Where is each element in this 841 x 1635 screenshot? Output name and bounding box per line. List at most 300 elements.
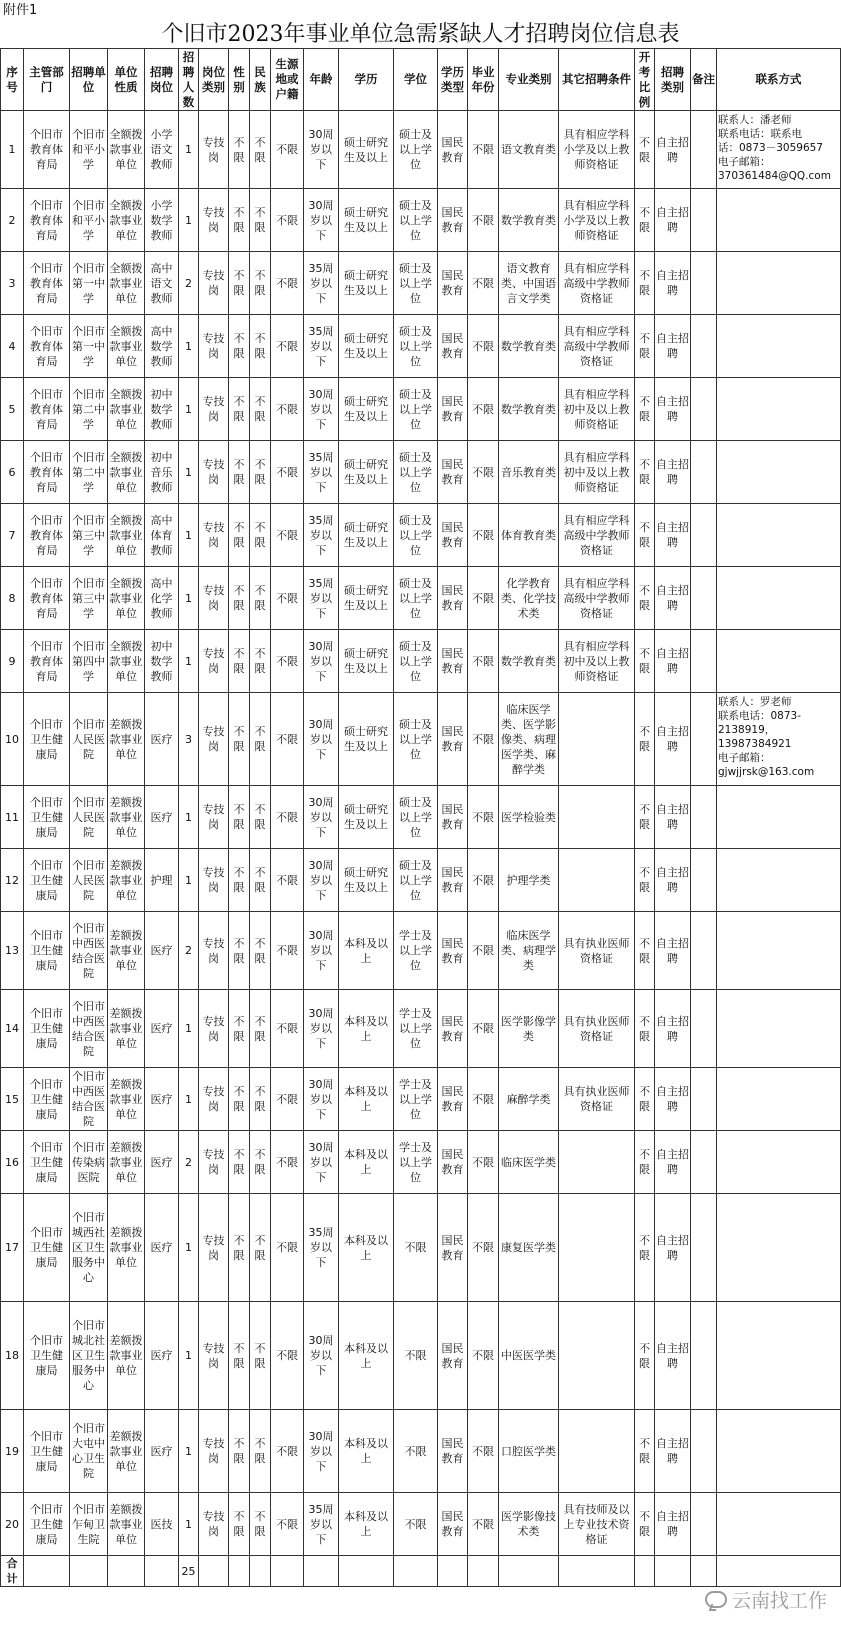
cell-dept: 个旧市教育体育局 — [24, 252, 70, 315]
cell-unit-type: 差额拨款事业单位 — [108, 786, 145, 849]
cell-remarks — [691, 849, 717, 912]
cell-other-conditions: 具有相应学科高级中学教师资格证 — [559, 504, 635, 567]
cell-degree: 硕士及以上学位 — [394, 189, 438, 252]
table-row — [1, 111, 841, 189]
cell-origin: 不限 — [271, 315, 304, 378]
annex-label: 附件1 — [3, 3, 38, 18]
cell-other-conditions: 具有相应学科小学及以上教师资格证 — [559, 111, 635, 189]
cell-degree: 硕士及以上学位 — [394, 693, 438, 786]
cell-education: 硕士研究生及以上 — [339, 252, 394, 315]
header-row — [1, 49, 841, 111]
cell-unit-type: 全额拨款事业单位 — [108, 111, 145, 189]
cell-recruit-type: 自主招聘 — [655, 1410, 691, 1493]
cell-empty — [655, 1556, 691, 1587]
cell-origin: 不限 — [271, 1410, 304, 1493]
cell-origin: 不限 — [271, 252, 304, 315]
cell-ethnicity: 不限 — [250, 990, 271, 1068]
cell-degree: 硕士及以上学位 — [394, 252, 438, 315]
header-education-type: 学历类型 — [438, 49, 468, 111]
cell-ethnicity: 不限 — [250, 1131, 271, 1194]
cell-position: 小学语文教师 — [145, 111, 179, 189]
cell-unit: 个旧市城西社区卫生服务中心 — [70, 1194, 108, 1302]
cell-unit-type: 差额拨款事业单位 — [108, 1194, 145, 1302]
cell-major: 数学教育类 — [499, 315, 559, 378]
cell-degree: 硕士及以上学位 — [394, 378, 438, 441]
table-row — [1, 441, 841, 504]
cell-major: 康复医学类 — [499, 1194, 559, 1302]
cell-degree: 不限 — [394, 1493, 438, 1556]
cell-other-conditions: 具有相应学科初中及以上教师资格证 — [559, 378, 635, 441]
cell-position: 医疗 — [145, 1068, 179, 1131]
cell-major: 临床医学类、病理学类 — [499, 912, 559, 990]
cell-unit: 个旧市第一中学 — [70, 315, 108, 378]
cell-ethnicity: 不限 — [250, 504, 271, 567]
cell-position: 医疗 — [145, 786, 179, 849]
cell-unit-type: 差额拨款事业单位 — [108, 1493, 145, 1556]
cell-age: 30周岁以下 — [304, 630, 339, 693]
header-ethnicity: 民族 — [250, 49, 271, 111]
cell-contact — [717, 504, 841, 567]
cell-other-conditions: 具有相应学科高级中学教师资格证 — [559, 315, 635, 378]
cell-other-conditions: 具有相应学科小学及以上教师资格证 — [559, 189, 635, 252]
cell-count: 1 — [179, 504, 199, 567]
cell-dept: 个旧市教育体育局 — [24, 315, 70, 378]
cell-education: 本科及以上 — [339, 1302, 394, 1410]
cell-post-category: 专技岗 — [199, 1131, 229, 1194]
cell-gender: 不限 — [229, 786, 250, 849]
cell-contact — [717, 990, 841, 1068]
cell-unit: 个旧市第四中学 — [70, 630, 108, 693]
cell-education: 硕士研究生及以上 — [339, 378, 394, 441]
cell-remarks — [691, 786, 717, 849]
header-seq: 序号 — [1, 49, 24, 111]
cell-unit-type: 差额拨款事业单位 — [108, 1131, 145, 1194]
cell-degree: 学士及以上学位 — [394, 990, 438, 1068]
cell-degree: 硕士及以上学位 — [394, 630, 438, 693]
cell-graduation-year: 不限 — [468, 912, 499, 990]
cell-count: 1 — [179, 786, 199, 849]
cell-major: 医学影像技术类 — [499, 1493, 559, 1556]
cell-age: 30周岁以下 — [304, 189, 339, 252]
cell-unit-type: 差额拨款事业单位 — [108, 693, 145, 786]
cell-graduation-year: 不限 — [468, 441, 499, 504]
cell-count: 1 — [179, 849, 199, 912]
cell-seq: 6 — [1, 441, 24, 504]
cell-contact — [717, 1194, 841, 1302]
cell-seq: 5 — [1, 378, 24, 441]
contact-line: 电子邮箱： — [718, 156, 771, 168]
cell-ethnicity: 不限 — [250, 1068, 271, 1131]
cell-education: 本科及以上 — [339, 990, 394, 1068]
cell-origin: 不限 — [271, 189, 304, 252]
cell-contact — [717, 693, 841, 786]
cell-ethnicity: 不限 — [250, 786, 271, 849]
cell-empty — [271, 1556, 304, 1587]
cell-remarks — [691, 441, 717, 504]
cell-remarks — [691, 567, 717, 630]
cell-seq: 2 — [1, 189, 24, 252]
cell-empty — [559, 1556, 635, 1587]
cell-graduation-year: 不限 — [468, 252, 499, 315]
cell-education: 硕士研究生及以上 — [339, 786, 394, 849]
table-row — [1, 315, 841, 378]
page-title: 个旧市2023年事业单位急需紧缺人才招聘岗位信息表 — [161, 22, 680, 47]
cell-origin: 不限 — [271, 786, 304, 849]
cell-position: 高中语文教师 — [145, 252, 179, 315]
table-row — [1, 630, 841, 693]
chat-bubble-icon — [705, 1591, 727, 1608]
cell-gender: 不限 — [229, 1068, 250, 1131]
cell-unit-type: 全额拨款事业单位 — [108, 441, 145, 504]
cell-graduation-year: 不限 — [468, 567, 499, 630]
cell-degree: 硕士及以上学位 — [394, 315, 438, 378]
cell-ethnicity: 不限 — [250, 315, 271, 378]
cell-education-type: 国民教育 — [438, 1068, 468, 1131]
cell-recruit-type: 自主招聘 — [655, 1068, 691, 1131]
cell-gender: 不限 — [229, 567, 250, 630]
cell-unit: 个旧市中西医结合医院 — [70, 990, 108, 1068]
header-recruit-type: 招聘类别 — [655, 49, 691, 111]
cell-major: 口腔医学类 — [499, 1410, 559, 1493]
cell-position: 医疗 — [145, 1131, 179, 1194]
cell-other-conditions — [559, 1302, 635, 1410]
cell-post-category: 专技岗 — [199, 786, 229, 849]
cell-post-category: 专技岗 — [199, 1493, 229, 1556]
cell-age: 35周岁以下 — [304, 567, 339, 630]
cell-degree: 硕士及以上学位 — [394, 567, 438, 630]
cell-other-conditions — [559, 1194, 635, 1302]
cell-major: 中医医学类 — [499, 1302, 559, 1410]
cell-education: 硕士研究生及以上 — [339, 630, 394, 693]
cell-seq: 8 — [1, 567, 24, 630]
cell-gender: 不限 — [229, 252, 250, 315]
cell-origin: 不限 — [271, 1194, 304, 1302]
cell-age: 35周岁以下 — [304, 252, 339, 315]
cell-unit-type: 差额拨款事业单位 — [108, 912, 145, 990]
cell-origin: 不限 — [271, 111, 304, 189]
contact-line: 2138919， — [718, 724, 776, 736]
cell-gender: 不限 — [229, 693, 250, 786]
cell-graduation-year: 不限 — [468, 315, 499, 378]
contact-line: 联系电话：0873- — [718, 710, 802, 722]
cell-post-category: 专技岗 — [199, 504, 229, 567]
cell-unit: 个旧市大屯中心卫生院 — [70, 1410, 108, 1493]
cell-origin: 不限 — [271, 504, 304, 567]
cell-unit: 个旧市人民医院 — [70, 786, 108, 849]
cell-position: 初中数学教师 — [145, 630, 179, 693]
table-row — [1, 1302, 841, 1410]
cell-unit: 个旧市中西医结合医院 — [70, 912, 108, 990]
cell-count: 2 — [179, 912, 199, 990]
cell-exam-ratio: 不限 — [635, 1131, 655, 1194]
cell-education: 本科及以上 — [339, 1068, 394, 1131]
cell-seq: 11 — [1, 786, 24, 849]
cell-education: 硕士研究生及以上 — [339, 693, 394, 786]
cell-ethnicity: 不限 — [250, 441, 271, 504]
cell-post-category: 专技岗 — [199, 441, 229, 504]
cell-count: 3 — [179, 693, 199, 786]
total-row — [1, 1556, 841, 1587]
table-row — [1, 252, 841, 315]
header-other-conditions: 其它招聘条件 — [559, 49, 635, 111]
cell-education-type: 国民教育 — [438, 630, 468, 693]
cell-other-conditions: 具有执业医师资格证 — [559, 1068, 635, 1131]
cell-unit: 个旧市城北社区卫生服务中心 — [70, 1302, 108, 1410]
cell-other-conditions: 具有执业医师资格证 — [559, 990, 635, 1068]
cell-degree: 硕士及以上学位 — [394, 504, 438, 567]
cell-recruit-type: 自主招聘 — [655, 1302, 691, 1410]
cell-seq: 14 — [1, 990, 24, 1068]
cell-graduation-year: 不限 — [468, 1068, 499, 1131]
cell-education: 本科及以上 — [339, 1493, 394, 1556]
cell-major: 化学教育类、化学技术类 — [499, 567, 559, 630]
cell-dept: 个旧市教育体育局 — [24, 111, 70, 189]
cell-graduation-year: 不限 — [468, 504, 499, 567]
cell-seq: 1 — [1, 111, 24, 189]
cell-dept: 个旧市教育体育局 — [24, 441, 70, 504]
cell-exam-ratio: 不限 — [635, 189, 655, 252]
cell-post-category: 专技岗 — [199, 630, 229, 693]
cell-origin: 不限 — [271, 912, 304, 990]
cell-education: 硕士研究生及以上 — [339, 111, 394, 189]
cell-ethnicity: 不限 — [250, 1410, 271, 1493]
cell-post-category: 专技岗 — [199, 990, 229, 1068]
cell-position: 初中数学教师 — [145, 378, 179, 441]
cell-ethnicity: 不限 — [250, 630, 271, 693]
cell-empty — [229, 1556, 250, 1587]
header-dept: 主管部门 — [24, 49, 70, 111]
cell-degree: 硕士及以上学位 — [394, 441, 438, 504]
cell-gender: 不限 — [229, 504, 250, 567]
cell-unit: 个旧市第二中学 — [70, 378, 108, 441]
cell-recruit-type: 自主招聘 — [655, 1131, 691, 1194]
cell-remarks — [691, 1410, 717, 1493]
cell-ethnicity: 不限 — [250, 1302, 271, 1410]
cell-major: 临床医学类 — [499, 1131, 559, 1194]
cell-origin: 不限 — [271, 1302, 304, 1410]
cell-seq: 3 — [1, 252, 24, 315]
cell-dept: 个旧市卫生健康局 — [24, 786, 70, 849]
cell-recruit-type: 自主招聘 — [655, 1194, 691, 1302]
cell-ethnicity: 不限 — [250, 252, 271, 315]
cell-count: 1 — [179, 315, 199, 378]
cell-other-conditions: 具有相应学科初中及以上教师资格证 — [559, 630, 635, 693]
cell-age: 30周岁以下 — [304, 1068, 339, 1131]
cell-empty — [145, 1556, 179, 1587]
cell-origin: 不限 — [271, 441, 304, 504]
cell-seq: 16 — [1, 1131, 24, 1194]
cell-origin: 不限 — [271, 630, 304, 693]
cell-ethnicity: 不限 — [250, 111, 271, 189]
cell-degree: 硕士及以上学位 — [394, 111, 438, 189]
cell-seq: 18 — [1, 1302, 24, 1410]
cell-contact — [717, 315, 841, 378]
cell-other-conditions: 具有相应学科高级中学教师资格证 — [559, 252, 635, 315]
cell-unit-type: 全额拨款事业单位 — [108, 630, 145, 693]
cell-education-type: 国民教育 — [438, 111, 468, 189]
cell-dept: 个旧市卫生健康局 — [24, 1068, 70, 1131]
cell-empty — [304, 1556, 339, 1587]
cell-position: 高中化学教师 — [145, 567, 179, 630]
cell-age: 35周岁以下 — [304, 441, 339, 504]
cell-major: 语文教育类、中国语言文学类 — [499, 252, 559, 315]
cell-seq: 19 — [1, 1410, 24, 1493]
cell-contact — [717, 849, 841, 912]
cell-major: 临床医学类、医学影像类、病理医学类、麻醉学类 — [499, 693, 559, 786]
cell-age: 35周岁以下 — [304, 315, 339, 378]
cell-degree: 学士及以上学位 — [394, 1131, 438, 1194]
cell-position: 医疗 — [145, 1410, 179, 1493]
cell-unit: 个旧市第一中学 — [70, 252, 108, 315]
cell-degree: 硕士及以上学位 — [394, 849, 438, 912]
cell-remarks — [691, 990, 717, 1068]
table-row — [1, 786, 841, 849]
cell-recruit-type: 自主招聘 — [655, 315, 691, 378]
cell-education-type: 国民教育 — [438, 441, 468, 504]
cell-remarks — [691, 1068, 717, 1131]
cell-education-type: 国民教育 — [438, 378, 468, 441]
cell-graduation-year: 不限 — [468, 1194, 499, 1302]
cell-age: 30周岁以下 — [304, 111, 339, 189]
cell-empty — [339, 1556, 394, 1587]
cell-ethnicity: 不限 — [250, 912, 271, 990]
cell-exam-ratio: 不限 — [635, 1302, 655, 1410]
contact-line: 13987384921 — [718, 738, 792, 750]
cell-education: 硕士研究生及以上 — [339, 567, 394, 630]
cell-age: 35周岁以下 — [304, 1194, 339, 1302]
cell-remarks — [691, 504, 717, 567]
cell-count: 1 — [179, 1410, 199, 1493]
cell-empty — [199, 1556, 229, 1587]
cell-contact — [717, 189, 841, 252]
cell-age: 30周岁以下 — [304, 912, 339, 990]
cell-education-type: 国民教育 — [438, 693, 468, 786]
contact-line: 联系人：罗老师 — [718, 696, 792, 708]
contact-line: 电子邮箱： — [718, 752, 771, 764]
cell-post-category: 专技岗 — [199, 567, 229, 630]
cell-origin: 不限 — [271, 849, 304, 912]
cell-count: 1 — [179, 378, 199, 441]
total-label: 合计 — [1, 1556, 24, 1587]
cell-post-category: 专技岗 — [199, 189, 229, 252]
cell-gender: 不限 — [229, 912, 250, 990]
cell-recruit-type: 自主招聘 — [655, 912, 691, 990]
cell-empty — [635, 1556, 655, 1587]
cell-remarks — [691, 912, 717, 990]
cell-count: 2 — [179, 1131, 199, 1194]
cell-exam-ratio: 不限 — [635, 1410, 655, 1493]
cell-other-conditions: 具有相应学科初中及以上教师资格证 — [559, 441, 635, 504]
cell-count: 1 — [179, 630, 199, 693]
cell-other-conditions — [559, 1410, 635, 1493]
cell-gender: 不限 — [229, 990, 250, 1068]
cell-major: 护理学类 — [499, 849, 559, 912]
cell-other-conditions: 具有执业医师资格证 — [559, 912, 635, 990]
cell-education-type: 国民教育 — [438, 1302, 468, 1410]
cell-recruit-type: 自主招聘 — [655, 567, 691, 630]
cell-origin: 不限 — [271, 1493, 304, 1556]
cell-education: 硕士研究生及以上 — [339, 441, 394, 504]
cell-graduation-year: 不限 — [468, 693, 499, 786]
cell-unit-type: 全额拨款事业单位 — [108, 504, 145, 567]
cell-age: 30周岁以下 — [304, 1302, 339, 1410]
table-row — [1, 1131, 841, 1194]
table-row — [1, 1410, 841, 1493]
cell-graduation-year: 不限 — [468, 990, 499, 1068]
cell-exam-ratio: 不限 — [635, 252, 655, 315]
cell-other-conditions — [559, 786, 635, 849]
cell-remarks — [691, 252, 717, 315]
cell-remarks — [691, 189, 717, 252]
cell-graduation-year: 不限 — [468, 630, 499, 693]
recruitment-table — [0, 48, 841, 1587]
contact-line: 370361484@QQ.com — [718, 170, 831, 182]
cell-empty — [499, 1556, 559, 1587]
cell-gender: 不限 — [229, 1194, 250, 1302]
cell-contact — [717, 630, 841, 693]
cell-exam-ratio: 不限 — [635, 630, 655, 693]
cell-origin: 不限 — [271, 567, 304, 630]
table-row — [1, 990, 841, 1068]
cell-education: 硕士研究生及以上 — [339, 189, 394, 252]
cell-position: 高中数学教师 — [145, 315, 179, 378]
cell-post-category: 专技岗 — [199, 1410, 229, 1493]
cell-post-category: 专技岗 — [199, 378, 229, 441]
table-row — [1, 912, 841, 990]
cell-recruit-type: 自主招聘 — [655, 189, 691, 252]
header-major: 专业类别 — [499, 49, 559, 111]
cell-dept: 个旧市卫生健康局 — [24, 1493, 70, 1556]
cell-graduation-year: 不限 — [468, 786, 499, 849]
cell-dept: 个旧市教育体育局 — [24, 189, 70, 252]
cell-post-category: 专技岗 — [199, 252, 229, 315]
cell-major: 数学教育类 — [499, 378, 559, 441]
cell-exam-ratio: 不限 — [635, 786, 655, 849]
cell-count: 1 — [179, 990, 199, 1068]
cell-remarks — [691, 1302, 717, 1410]
cell-education: 本科及以上 — [339, 1194, 394, 1302]
table-row — [1, 1194, 841, 1302]
cell-empty — [394, 1556, 438, 1587]
cell-contact — [717, 786, 841, 849]
header-remarks: 备注 — [691, 49, 717, 111]
cell-seq: 13 — [1, 912, 24, 990]
cell-unit: 个旧市第二中学 — [70, 441, 108, 504]
header-origin: 生源地或户籍 — [271, 49, 304, 111]
contact-line: gjwjjrsk@163.com — [718, 766, 815, 778]
cell-ethnicity: 不限 — [250, 1194, 271, 1302]
cell-other-conditions — [559, 849, 635, 912]
cell-ethnicity: 不限 — [250, 1493, 271, 1556]
cell-contact — [717, 1302, 841, 1410]
table-row — [1, 378, 841, 441]
cell-age: 30周岁以下 — [304, 378, 339, 441]
table-row — [1, 1493, 841, 1556]
cell-gender: 不限 — [229, 441, 250, 504]
cell-recruit-type: 自主招聘 — [655, 849, 691, 912]
cell-position: 医疗 — [145, 693, 179, 786]
cell-ethnicity: 不限 — [250, 693, 271, 786]
cell-post-category: 专技岗 — [199, 1068, 229, 1131]
header-age: 年龄 — [304, 49, 339, 111]
table-row — [1, 693, 841, 786]
cell-education-type: 国民教育 — [438, 912, 468, 990]
cell-post-category: 专技岗 — [199, 693, 229, 786]
cell-other-conditions — [559, 693, 635, 786]
cell-education-type: 国民教育 — [438, 189, 468, 252]
cell-recruit-type: 自主招聘 — [655, 378, 691, 441]
cell-count: 1 — [179, 111, 199, 189]
